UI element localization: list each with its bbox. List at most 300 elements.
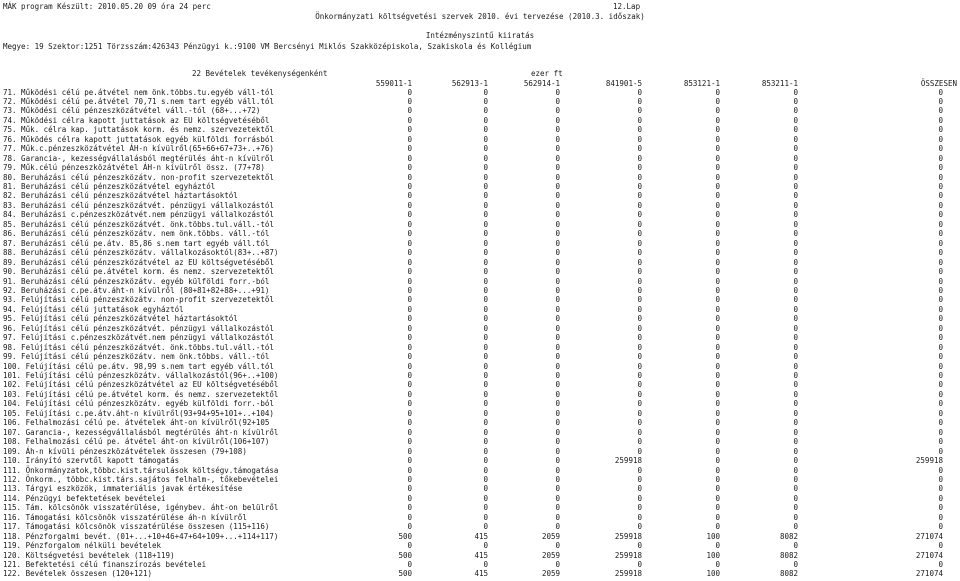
table-row (0, 286, 960, 295)
row-value: 0 (483, 229, 488, 239)
row-value: 0 (715, 399, 720, 409)
row-value: 0 (938, 257, 943, 267)
row-value: 0 (407, 456, 412, 466)
row-value: 0 (483, 248, 488, 258)
table-row (0, 173, 960, 182)
row-value: 0 (715, 371, 720, 380)
row-value: 0 (407, 522, 412, 532)
row-value: 0 (793, 474, 798, 484)
row-value: 0 (483, 210, 488, 220)
row-label: 74. Működési célra kapott juttatások az EU költségvetéséből (3, 115, 270, 125)
row-value: 0 (637, 125, 642, 135)
table-row (0, 258, 960, 267)
table-row (0, 390, 960, 399)
row-value: 0 (483, 323, 488, 333)
row-value: 0 (637, 248, 642, 258)
row-value: 0 (483, 380, 488, 390)
row-value: 0 (637, 371, 642, 380)
table-row (0, 314, 960, 323)
row-value: 0 (555, 427, 560, 437)
table-row (0, 409, 960, 418)
row-value: 0 (483, 389, 488, 399)
row-value: 0 (938, 200, 943, 210)
table-row (0, 295, 960, 304)
row-value: 0 (938, 267, 943, 277)
row-value: 0 (793, 106, 798, 116)
row-value: 0 (793, 361, 798, 371)
row-value: 0 (938, 210, 943, 220)
table-row (0, 380, 960, 389)
row-value: 0 (637, 210, 642, 220)
row-value: 0 (938, 229, 943, 239)
row-value: 0 (637, 474, 642, 484)
row-value: 0 (407, 238, 412, 248)
row-value: 0 (938, 248, 943, 258)
row-value: 0 (483, 285, 488, 295)
row-value: 0 (715, 361, 720, 371)
row-value: 0 (483, 541, 488, 551)
row-value: 0 (793, 134, 798, 144)
table-row (0, 399, 960, 408)
row-value: 0 (938, 474, 943, 484)
row-value: 0 (938, 219, 943, 229)
row-value: 0 (715, 285, 720, 295)
row-value: 0 (483, 238, 488, 248)
row-value: 0 (793, 285, 798, 295)
row-value: 0 (555, 512, 560, 522)
row-label: 93. Felújítási célú pénzeszközátv. non-profit szervezetektől (3, 295, 274, 305)
row-label: 109. Áh-n kívüli pénzeszközátvételek összesen (79+108) (3, 446, 247, 456)
table-row (0, 277, 960, 286)
row-value: 0 (555, 522, 560, 532)
row-value: 0 (715, 115, 720, 125)
row-value: 0 (793, 503, 798, 513)
row-value: 0 (715, 380, 720, 390)
row-value: 0 (793, 371, 798, 380)
table-row (0, 182, 960, 191)
row-value: 0 (555, 238, 560, 248)
row-label: 116. Támogatási kölcsönök visszatérülése áh-n kívülről (3, 512, 247, 522)
row-value: 0 (407, 484, 412, 494)
row-value: 0 (793, 304, 798, 314)
row-label: 87. Beruházási célú pe.átv. 85,86 s.nem tart egyéb váll.tól (3, 238, 270, 248)
row-value: 0 (483, 361, 488, 371)
row-value: 0 (793, 238, 798, 248)
row-value: 0 (793, 182, 798, 191)
table-row (0, 163, 960, 172)
row-value: 0 (407, 371, 412, 380)
row-value: 0 (637, 267, 642, 277)
row-label: 108. Felhalmozási célú pe. átvétel áht-on kívülről(106+107) (3, 437, 270, 447)
row-value: 415 (474, 569, 488, 579)
row-value: 0 (938, 541, 943, 551)
row-value: 8082 (779, 569, 798, 579)
row-value: 0 (483, 182, 488, 191)
table-row (0, 503, 960, 512)
row-value: 0 (938, 361, 943, 371)
row-value: 0 (483, 522, 488, 532)
row-value: 0 (555, 125, 560, 135)
row-value: 0 (637, 380, 642, 390)
table-row (0, 484, 960, 493)
row-value: 0 (483, 295, 488, 305)
row-value: 0 (715, 323, 720, 333)
row-value: 500 (398, 531, 412, 541)
row-value: 0 (637, 191, 642, 201)
row-value: 0 (637, 446, 642, 456)
row-value: 2059 (541, 569, 560, 579)
row-value: 0 (637, 541, 642, 551)
row-label: 117. Támogatási kölcsönök visszatérülése összesen (115+116) (3, 522, 270, 532)
row-value: 0 (715, 276, 720, 286)
row-label: 75. Műk. célra kap. juttatások korm. és nemz. szervezetektől (3, 125, 274, 135)
row-value: 0 (407, 446, 412, 456)
row-value: 0 (555, 493, 560, 503)
row-value: 0 (715, 134, 720, 144)
row-value: 0 (637, 144, 642, 154)
row-value: 0 (938, 560, 943, 569)
row-label: 96. Felújítási célú pénzeszközátvét. pénzügyi vállalkozástól (3, 323, 274, 333)
row-value: 0 (555, 248, 560, 258)
row-label: 84. Beruházási c.pénzeszközátvét.nem pénzügyi vállalkozástól (3, 210, 274, 220)
row-value: 0 (938, 427, 943, 437)
row-value: 0 (483, 87, 488, 97)
row-value: 0 (793, 522, 798, 532)
row-value: 0 (938, 87, 943, 97)
row-value: 0 (555, 560, 560, 569)
row-value: 0 (715, 418, 720, 428)
row-value: 0 (483, 512, 488, 522)
row-value: 0 (555, 446, 560, 456)
row-value: 0 (715, 257, 720, 267)
row-value: 0 (715, 427, 720, 437)
row-value: 0 (637, 361, 642, 371)
row-value: 0 (483, 106, 488, 116)
row-label: 76. Működés célra kapott juttatások egyéb külföldi forrásból (3, 134, 274, 144)
row-value: 0 (715, 219, 720, 229)
row-value: 0 (793, 200, 798, 210)
row-value: 0 (793, 295, 798, 305)
row-value: 0 (715, 304, 720, 314)
table-row (0, 333, 960, 342)
row-value: 0 (483, 446, 488, 456)
row-value: 0 (555, 87, 560, 97)
row-value: 0 (407, 408, 412, 418)
row-value: 0 (637, 115, 642, 125)
row-value: 0 (793, 87, 798, 97)
row-value: 0 (715, 474, 720, 484)
row-value: 0 (938, 182, 943, 191)
row-label: 103. Felújítási célú pe.átvétel korm. és nemz. szervezetektől (3, 389, 279, 399)
row-label: 88. Beruházási célú pénzeszközátv. vállalkozásoktól(83+..+87) (3, 248, 279, 258)
row-value: 0 (938, 125, 943, 135)
table-row (0, 428, 960, 437)
row-value: 0 (407, 267, 412, 277)
row-value: 0 (793, 163, 798, 173)
table-row (0, 456, 960, 465)
row-value: 0 (715, 153, 720, 163)
row-value: 0 (555, 267, 560, 277)
row-value: 0 (407, 163, 412, 173)
row-value: 0 (938, 238, 943, 248)
row-value: 0 (637, 238, 642, 248)
table-row (0, 352, 960, 361)
row-value: 0 (555, 106, 560, 116)
row-value: 0 (637, 333, 642, 343)
table-row (0, 135, 960, 144)
row-value: 0 (407, 389, 412, 399)
row-value: 0 (555, 541, 560, 551)
row-value: 0 (938, 446, 943, 456)
row-value: 0 (938, 295, 943, 305)
row-value: 0 (938, 389, 943, 399)
row-value: 0 (793, 446, 798, 456)
row-value: 0 (555, 503, 560, 513)
row-value: 0 (793, 229, 798, 239)
row-value: 259918 (614, 550, 642, 560)
row-label: 73. Működési célú pénzeszközátvétel váll.-tól (68+...+72) (3, 106, 261, 116)
table-row (0, 513, 960, 522)
row-value: 0 (483, 560, 488, 569)
row-value: 0 (555, 361, 560, 371)
row-value: 0 (555, 408, 560, 418)
row-value: 0 (793, 465, 798, 475)
row-value: 0 (407, 144, 412, 154)
row-value: 259918 (614, 456, 642, 466)
row-value: 0 (555, 219, 560, 229)
row-value: 0 (637, 219, 642, 229)
row-value: 0 (715, 446, 720, 456)
row-label: 82. Beruházási célú pénzeszközátvétel háztartásoktól (3, 191, 238, 201)
row-value: 0 (938, 106, 943, 116)
row-value: 0 (637, 522, 642, 532)
row-value: 0 (637, 342, 642, 352)
row-value: 0 (715, 144, 720, 154)
row-value: 0 (793, 144, 798, 154)
row-value: 8082 (779, 550, 798, 560)
table-row (0, 267, 960, 276)
row-value: 0 (715, 106, 720, 116)
table-row (0, 551, 960, 560)
row-value: 0 (637, 229, 642, 239)
column-header: ÖSSZESEN (920, 79, 957, 88)
row-value: 0 (637, 295, 642, 305)
row-value: 0 (555, 474, 560, 484)
row-value: 0 (407, 182, 412, 191)
row-value: 0 (555, 295, 560, 305)
row-value: 0 (407, 210, 412, 220)
row-label: 78. Garancia-, kezességvállalásból megtérülés áht-n kívülről (3, 153, 274, 163)
row-label: 106. Felhalmozási célú pe. átvételek áht-on kívülről(92+105 (3, 418, 270, 428)
row-value: 0 (555, 257, 560, 267)
table-row (0, 560, 960, 569)
row-value: 415 (474, 550, 488, 560)
row-value: 271074 (915, 531, 943, 541)
row-value: 100 (706, 550, 720, 560)
row-value: 0 (938, 191, 943, 201)
row-value: 0 (637, 389, 642, 399)
column-header: 562913-1 (451, 79, 488, 88)
row-label: 71. Működési célú pe.átvétel nem önk.többs.tu.egyéb váll-tól (3, 87, 274, 97)
row-value: 0 (637, 276, 642, 286)
table-row (0, 97, 960, 106)
row-value: 0 (407, 418, 412, 428)
row-value: 0 (715, 560, 720, 569)
unit-label: ezer ft (531, 69, 563, 78)
row-value: 0 (938, 512, 943, 522)
row-label: 77. Műk.c.pénzeszközátvétel ÁH-n kívülről(65+66+67+73+..+76) (3, 144, 274, 154)
row-value: 415 (474, 531, 488, 541)
row-value: 0 (483, 200, 488, 210)
row-value: 0 (637, 493, 642, 503)
column-header: 562914-1 (523, 79, 560, 88)
row-value: 0 (555, 342, 560, 352)
row-value: 0 (938, 276, 943, 286)
row-value: 0 (407, 115, 412, 125)
row-label: 97. Felújítási c.pénzeszközátvét.nem pénzügyi vállalkozástól (3, 333, 274, 343)
row-value: 0 (715, 522, 720, 532)
row-value: 0 (483, 484, 488, 494)
row-value: 0 (637, 503, 642, 513)
row-value: 0 (715, 465, 720, 475)
table-title: 22 Bevételek tevékenységenként (192, 69, 328, 78)
row-value: 0 (637, 560, 642, 569)
page-number: 12.Lap (613, 2, 641, 11)
row-value: 0 (637, 182, 642, 191)
row-value: 0 (637, 134, 642, 144)
print-timestamp: MÁK program Készült: 2010.05.20 09 óra 24 perc (3, 2, 211, 11)
table-row (0, 343, 960, 352)
row-value: 0 (407, 172, 412, 182)
row-label: 114. Pénzügyi befektetések bevételei (3, 493, 166, 503)
row-value: 0 (483, 125, 488, 135)
row-label: 107. Garancia-, kezességvállalásból megtérülés áht-n kívülről (3, 427, 279, 437)
row-value: 0 (555, 314, 560, 324)
table-row (0, 239, 960, 248)
row-value: 0 (637, 484, 642, 494)
row-value: 0 (407, 380, 412, 390)
row-value: 0 (715, 295, 720, 305)
row-value: 0 (407, 503, 412, 513)
table-row (0, 125, 960, 134)
row-value: 0 (555, 182, 560, 191)
row-value: 0 (793, 323, 798, 333)
row-value: 0 (407, 352, 412, 362)
row-value: 0 (938, 163, 943, 173)
row-value: 0 (483, 115, 488, 125)
row-value: 0 (637, 200, 642, 210)
row-value: 100 (706, 569, 720, 579)
row-value: 0 (407, 219, 412, 229)
row-value: 0 (483, 304, 488, 314)
row-value: 0 (407, 248, 412, 258)
row-value: 0 (483, 493, 488, 503)
row-value: 0 (793, 418, 798, 428)
row-value: 0 (793, 437, 798, 447)
row-value: 8082 (779, 531, 798, 541)
row-label: 85. Beruházási célú pénzeszközátvét. önk.többs.tul.váll.-tól (3, 219, 274, 229)
row-value: 0 (793, 276, 798, 286)
row-value: 259918 (915, 456, 943, 466)
row-value: 0 (555, 210, 560, 220)
row-value: 0 (407, 125, 412, 135)
row-value: 0 (407, 285, 412, 295)
row-value: 0 (793, 352, 798, 362)
row-value: 0 (407, 191, 412, 201)
row-value: 0 (483, 314, 488, 324)
column-header: 853211-1 (761, 79, 798, 88)
row-value: 0 (938, 484, 943, 494)
row-value: 0 (637, 153, 642, 163)
row-value: 0 (555, 229, 560, 239)
row-value: 0 (407, 106, 412, 116)
row-value: 0 (555, 437, 560, 447)
row-value: 0 (938, 352, 943, 362)
row-value: 0 (483, 437, 488, 447)
row-value: 0 (938, 172, 943, 182)
row-value: 0 (637, 512, 642, 522)
table-row (0, 447, 960, 456)
row-value: 0 (407, 96, 412, 106)
row-value: 0 (938, 380, 943, 390)
row-value: 0 (793, 267, 798, 277)
row-value: 0 (793, 314, 798, 324)
row-label: 112. Önkorm., többc.kist.társ.sajátos felhalm-, tőkebevételei (3, 474, 279, 484)
row-value: 0 (938, 371, 943, 380)
row-label: 91. Beruházási célú pénzeszközátv. egyéb külföldi forr.-ból (3, 276, 270, 286)
row-value: 0 (555, 134, 560, 144)
row-value: 0 (407, 333, 412, 343)
row-value: 0 (555, 371, 560, 380)
row-value: 0 (715, 512, 720, 522)
row-value: 0 (407, 512, 412, 522)
row-value: 0 (793, 191, 798, 201)
row-value: 0 (715, 267, 720, 277)
row-value: 0 (715, 172, 720, 182)
row-label: 121. Befektetési célú finanszírozás bevételei (3, 560, 207, 569)
table-row (0, 569, 960, 578)
row-value: 0 (793, 399, 798, 409)
row-label: 89. Beruházási célú pénzeszközátvétel az EU költségvetéséből (3, 257, 274, 267)
row-value: 0 (793, 248, 798, 258)
row-value: 0 (715, 503, 720, 513)
row-value: 0 (555, 96, 560, 106)
row-label: 99. Felújítási célú pénzeszközátv. nem önk.többs. váll.-tól (3, 352, 270, 362)
row-value: 0 (407, 276, 412, 286)
row-value: 0 (715, 210, 720, 220)
row-value: 0 (555, 172, 560, 182)
row-label: 104. Felújítási célú pénzeszközátv. egyéb külföldi forr.-ból (3, 399, 274, 409)
row-value: 0 (938, 503, 943, 513)
row-value: 0 (407, 493, 412, 503)
row-value: 0 (483, 427, 488, 437)
row-label: 83. Beruházási célú pénzeszközátvét. pénzügyi vállalkozástól (3, 200, 274, 210)
row-value: 0 (637, 399, 642, 409)
row-value: 0 (938, 144, 943, 154)
table-row (0, 494, 960, 503)
row-value: 0 (483, 474, 488, 484)
row-label: 122. Bevételek összesen (120+121) (3, 569, 153, 579)
table-row (0, 88, 960, 97)
row-value: 0 (483, 352, 488, 362)
row-value: 0 (483, 267, 488, 277)
row-value: 0 (938, 333, 943, 343)
row-label: 120. Költségvetési bevételek (118+119) (3, 550, 175, 560)
row-value: 0 (715, 437, 720, 447)
row-value: 0 (715, 200, 720, 210)
row-value: 0 (407, 541, 412, 551)
row-value: 0 (938, 314, 943, 324)
